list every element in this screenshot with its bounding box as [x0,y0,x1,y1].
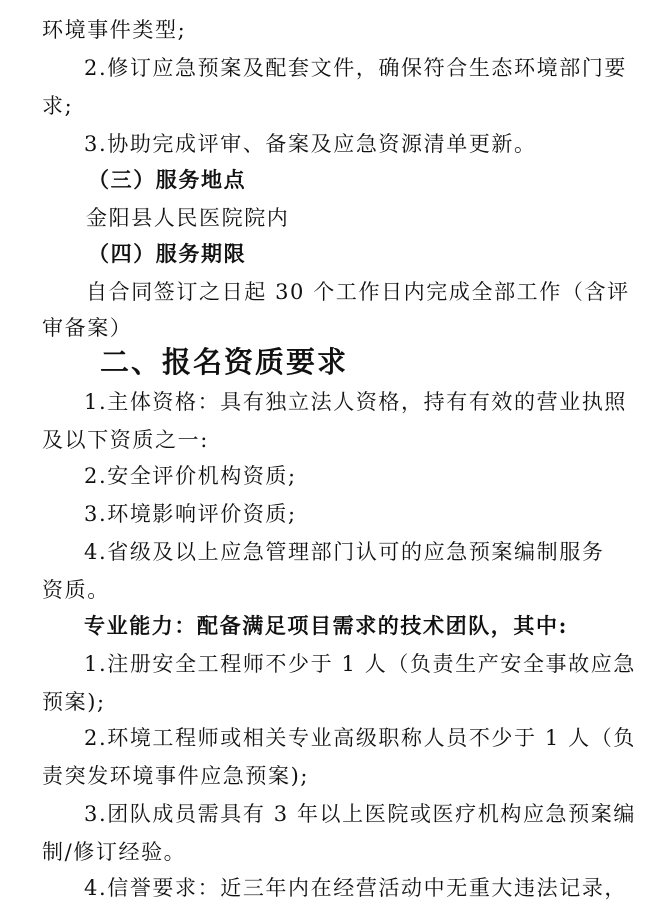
list-item-2-revise: 2.修订应急预案及配套文件，确保符合生态环境部门要 [84,56,628,80]
list-item-2-safety: 2.安全评价机构资质; [84,464,297,488]
list-item-4-credit: 4.信誉要求：近三年内在经营活动中无重大违法记录， [84,876,628,900]
list-item-4-provincial: 4.省级及以上应急管理部门认可的应急预案编制服务 [84,540,605,564]
paragraph-line: 制/修订经验。 [42,840,187,864]
list-item-2-environment-engineer: 2.环境工程师或相关专业高级职称人员不少于 1 人（负 [84,726,636,750]
section-heading-service-location: （三）服务地点 [88,167,247,192]
paragraph-line: 及以下资质之一: [42,428,209,452]
paragraph-line: 预案); [42,690,106,714]
list-item-3-assist: 3.协助完成评审、备案及应急资源清单更新。 [84,132,537,156]
list-item-3-environment: 3.环境影响评价资质; [84,502,297,526]
paragraph-line: 环境事件类型; [42,18,187,42]
list-item-1-entity: 1.主体资格：具有独立法人资格，持有有效的营业执照 [84,390,628,414]
paragraph-line: 资质。 [42,578,110,602]
section-heading-service-period: （四）服务期限 [88,241,247,266]
paragraph-line: 求; [42,94,74,118]
service-period-text: 自合同签订之日起 30 个工作日内完成全部工作（含评 [86,280,630,304]
list-item-3-team-experience: 3.团队成员需具有 3 年以上医院或医疗机构应急预案编 [84,802,636,826]
section-heading-professional-ability: 专业能力：配备满足项目需求的技术团队，其中: [84,613,568,638]
section-heading-qualifications: 二、报名资质要求 [100,345,349,379]
paragraph-line: 审备案） [42,316,133,340]
service-location-text: 金阳县人民医院院内 [86,206,290,230]
paragraph-line: 责突发环境事件应急预案); [42,764,310,788]
list-item-1-safety-engineer: 1.注册安全工程师不少于 1 人（负责生产安全事故应急 [84,652,636,676]
